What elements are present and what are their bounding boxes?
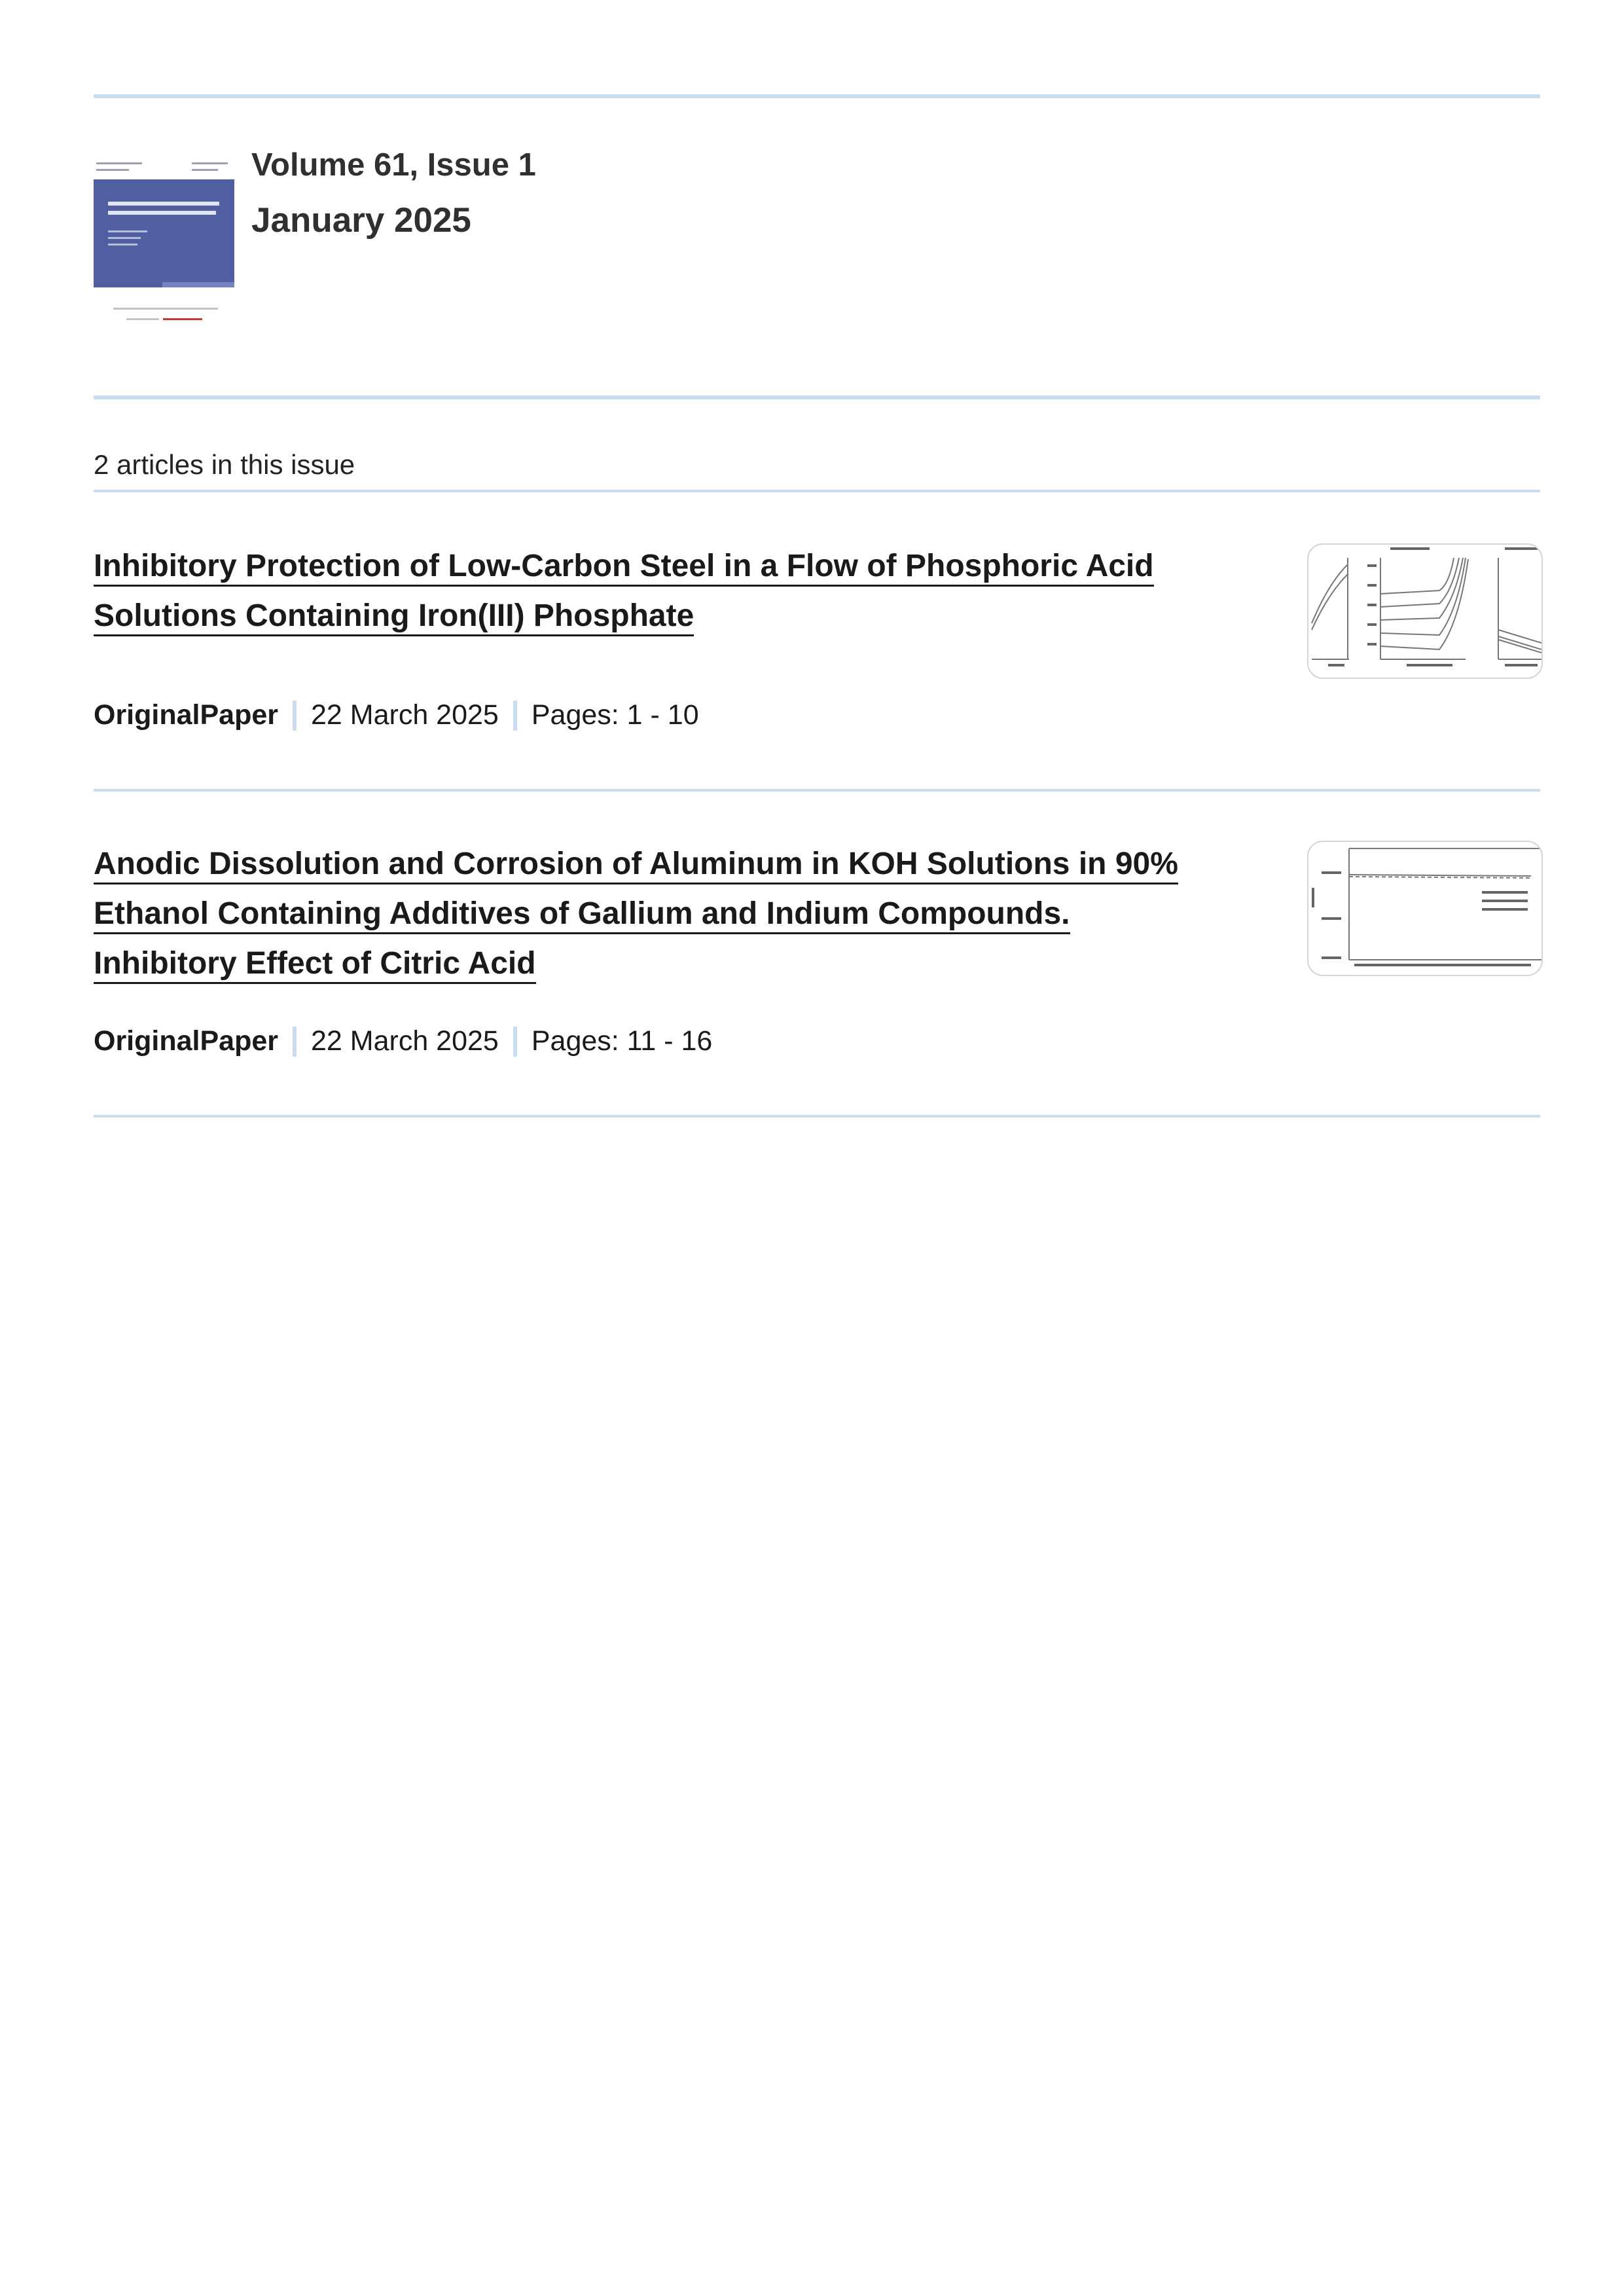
cover-header-lines [94,153,234,179]
bottom-divider [94,1115,1540,1118]
article-divider [94,789,1540,792]
title-line: Inhibitory Protection of Low-Carbon Steel in a Flow of Phosphoric Acid [94,541,1154,591]
title-line: Solutions Containing Iron(III) Phosphate [94,591,1154,641]
article-date: 22 March 2025 [310,1025,499,1057]
article-figure-thumbnail[interactable] [1307,543,1543,679]
title-line: Ethanol Containing Additives of Gallium and Indium Compounds. [94,889,1178,939]
list-top-divider [94,490,1540,492]
volume-issue: Volume 61, Issue 1 [251,147,536,183]
title-line: Inhibitory Effect of Citric Acid [94,939,1178,989]
meta-separator [293,701,297,731]
article-type: OriginalPaper [94,699,278,731]
article-meta [94,1025,712,1057]
article-pages: Pages: 11 - 16 [531,1025,713,1057]
header-divider [94,395,1540,399]
article-figure-thumbnail[interactable] [1307,841,1543,976]
meta-separator [513,701,517,731]
article-title-link[interactable] [94,839,1178,989]
article-title-link[interactable] [94,541,1154,641]
article-date: 22 March 2025 [310,699,499,731]
meta-separator [513,1027,517,1057]
articles-count: 2 articles in this issue [94,449,355,480]
title-line: Anodic Dissolution and Corrosion of Aluminum in KOH Solutions in 90% [94,839,1178,889]
top-divider [94,94,1540,98]
publisher-logo [113,302,218,329]
issue-date: January 2025 [251,201,471,240]
cover-blue-panel [94,179,234,287]
article-meta [94,699,699,731]
article-type: OriginalPaper [94,1025,278,1057]
meta-separator [293,1027,297,1057]
journal-cover-image[interactable] [94,153,234,330]
article-pages: Pages: 1 - 10 [531,699,699,731]
